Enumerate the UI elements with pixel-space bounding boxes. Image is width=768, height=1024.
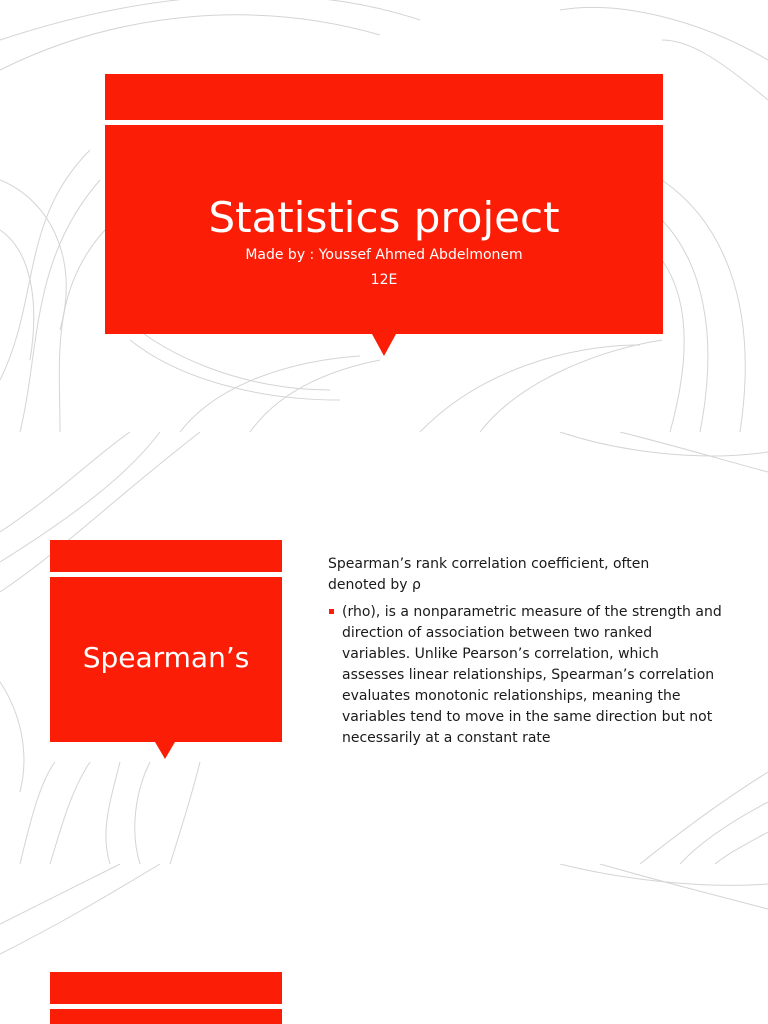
slide-spearman [0, 432, 768, 864]
bullet-paragraph: (rho), is a nonparametric measure of the strength and direction of association between two ranked variables. Unlike Pearson’s correlation, which assesses linear relationships, Spearman’s correlation evaluates monotonic relationships, meaning the variables tend to move in the same direction but not necessarily at a constant rate [342, 604, 722, 746]
section-title: Spearman’s [82, 641, 250, 674]
slide-title [0, 0, 768, 432]
intro-paragraph: Spearman’s rank correlation coefficient, often denoted by ρ [328, 556, 650, 593]
title-header-band [105, 74, 663, 120]
slide-next [0, 864, 768, 1024]
next-header-band [50, 972, 282, 1004]
bullet-square-icon [329, 609, 334, 614]
section-header-band [50, 540, 282, 572]
slide-subtitle-line1: Made by : Youssef Ahmed Abdelmonem [245, 247, 523, 263]
slide-subtitle-line2: 12E [370, 272, 398, 288]
next-card [50, 1009, 282, 1024]
slide-title-text: Statistics project [208, 193, 560, 242]
section-card-pointer [155, 742, 175, 759]
title-card-pointer [372, 334, 396, 356]
